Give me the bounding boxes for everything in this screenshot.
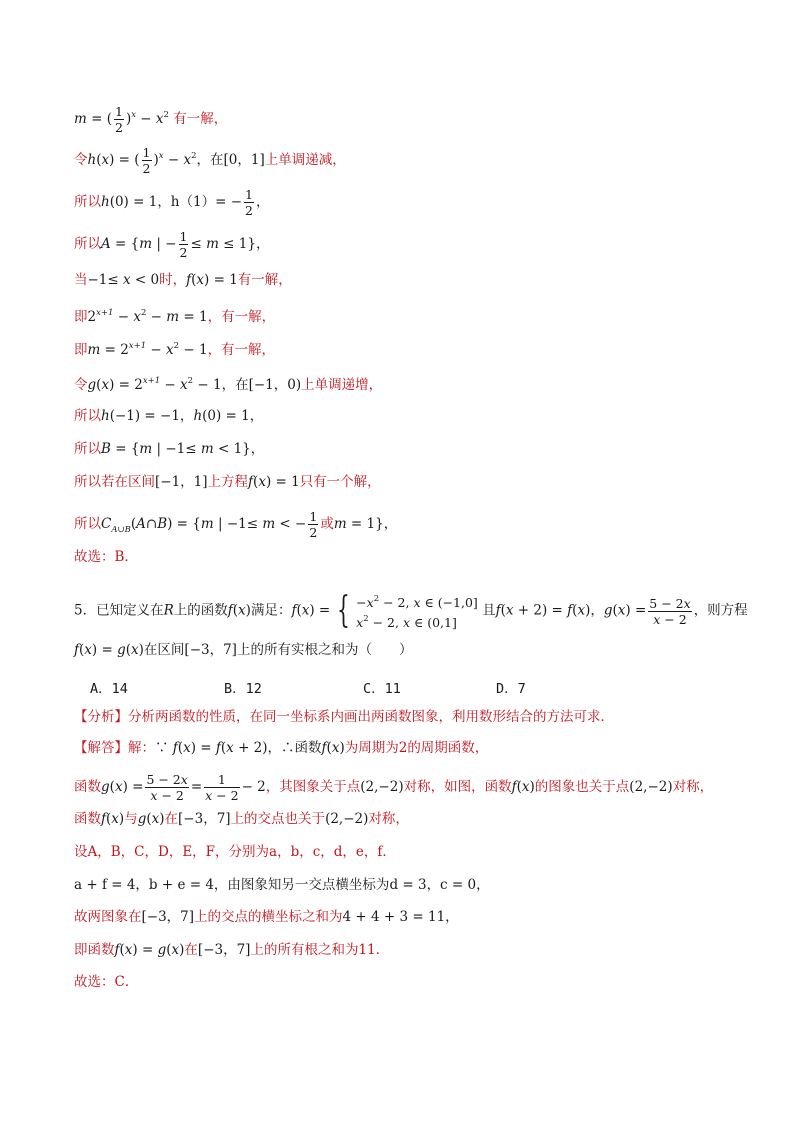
line-case2: 当−1≤ x < 0时，f(x) = 1有一解， <box>74 272 292 288</box>
answer-line-4: 设A，B，C，D，E，F，分别为a，b，c，d，e，f． <box>74 844 396 860</box>
line-choice-B: 故选：B． <box>74 549 138 565</box>
line-h-values: 所以h(0) = 1，h（1）= − $\frac{1}{2}$ ， <box>74 187 270 218</box>
line-m-equation: m = ( $\frac{1}{2}$ )$^x - x^2$ 有一解， <box>74 104 228 135</box>
answer-line-3: 函数f(x)与g(x)在[−3，7]上的交点也关于(2,−2)对称， <box>74 811 409 827</box>
line-interval-condition: 所以若在区间[−1，1]上方程f(x) = 1只有一个解， <box>74 474 381 490</box>
answer-line-2: 函数g(x) = $\frac{5 - 2x}{x - 2}$ = $\frac{1}{x - 2}$ − 2，其图象关于点(2,−2)对称，如图，函数f(x)的图象也关于点(2,−2)对称， <box>74 772 714 803</box>
answer-line-1: 【解答】解：∵ f(x) = f(x + 2)，∴函数f(x)为周期为2的周期函数， <box>74 740 489 756</box>
answer-tag: 【解答】 <box>74 740 128 756</box>
line-exp-eq1: 即$2^{x+1} - x^2 - m = 1$，有一解， <box>74 308 276 325</box>
line-set-B: 所以B = {m | −1≤ m < 1}， <box>74 441 265 457</box>
analysis-tag: 【分析】 <box>74 709 128 725</box>
line-h-definition: 令h(x) = ( $\frac{1}{2}$ )$^x - x^2$，在[0，1]上单调递减， <box>74 145 346 176</box>
analysis-line: 【分析】分析两函数的性质，在同一坐标系内画出两函数图象，利用数形结合的方法可求． <box>74 709 614 725</box>
line-set-A: 所以A = {m | − $\frac{1}{2}$ ≤ m ≤ 1}， <box>74 229 270 260</box>
line-h-values-2: 所以h(−1) = −1，h(0) = 1， <box>74 408 264 424</box>
option-a: A．14 <box>90 681 128 697</box>
answer-line-5: a + f = 4，b + e = 4，由图象知另一交点横坐标为d = 3，c = 0， <box>74 877 490 893</box>
question-stem-2: f(x) = g(x)在区间[−3，7]上的所有实根之和为（ ） <box>74 642 413 658</box>
option-c: C．11 <box>363 681 401 697</box>
line-exp-eq2: 即$m = 2^{x+1} - x^2 - 1$，有一解， <box>74 341 276 358</box>
line-g-definition: 令$g(x) = 2^{x+1} - x^2 - 1$，在[−1，0)上单调递增， <box>74 376 383 393</box>
answer-line-7: 即函数f(x) = g(x)在[−3，7]上的所有根之和为11． <box>74 942 390 958</box>
option-d: D．7 <box>496 681 526 697</box>
question-stem: 5．已知定义在R上的函数f(x)满足：f(x) = { $-x^2 - 2$, x ∈ (−1,0] $x^2 - 2$, x ∈ (0,1] 且f(x + 2) = f(x)，g(x) = $\frac{5 - 2x}{x - 2}$ ，则方程 <box>74 590 748 631</box>
answer-line-6: 故两图象在[−3，7]上的交点的横坐标之和为4 + 4 + 3 = 11， <box>74 909 459 925</box>
line-complement: 所以$C_{A\cup B}(A\cap B) = \{m$ | −1≤ m < − $\frac{1}{2}$ 或m = 1}， <box>74 509 398 540</box>
option-b: B．12 <box>224 681 262 697</box>
answer-line-8: 故选：C． <box>74 974 139 990</box>
